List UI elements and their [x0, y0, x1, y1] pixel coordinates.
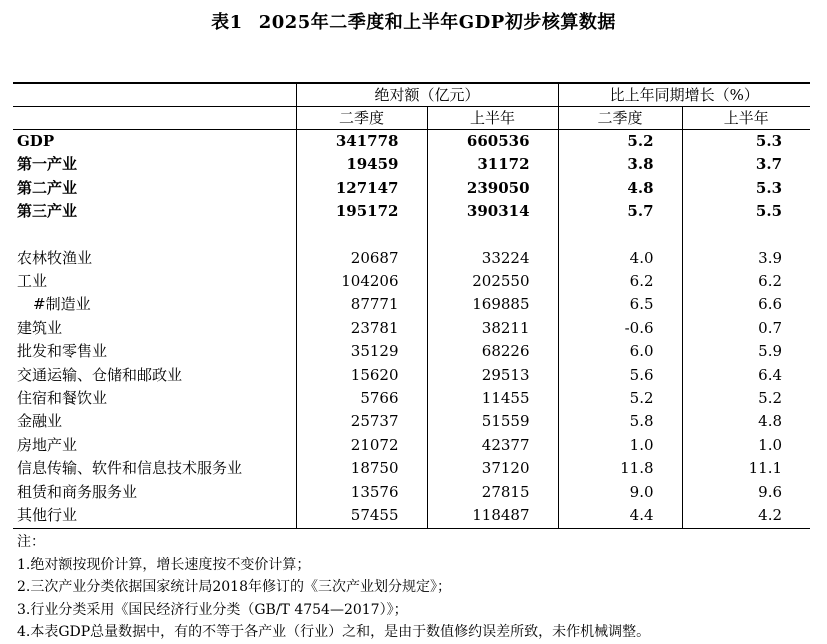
row-label: #制造业	[33, 295, 91, 314]
cell-q2-growth: 4.8	[558, 177, 682, 200]
table-row	[13, 340, 810, 363]
cell-q2-growth: 5.7	[558, 200, 682, 223]
header-growth-rate: 比上年同期增长（%）	[558, 83, 810, 107]
header-q2-growth: 二季度	[558, 107, 682, 130]
table-row	[13, 177, 810, 200]
cell-h1-growth: 3.7	[682, 153, 810, 176]
cell-q2-value: 195172	[296, 200, 427, 223]
spacer-cell	[427, 224, 558, 247]
cell-h1-growth: 6.6	[682, 293, 810, 316]
row-label: GDP	[17, 132, 55, 150]
cell-h1-value: 42377	[427, 434, 558, 457]
cell-h1-growth: 5.9	[682, 340, 810, 363]
cell-h1-growth: 5.3	[682, 130, 810, 154]
cell-q2-growth: -0.6	[558, 317, 682, 340]
table-label: 表1	[211, 12, 243, 33]
header-q2: 二季度	[296, 107, 427, 130]
spacer-row	[13, 224, 810, 247]
cell-h1-value: 202550	[427, 270, 558, 293]
cell-q2-value: 18750	[296, 457, 427, 480]
table-row	[13, 364, 810, 387]
table-row	[13, 130, 810, 154]
cell-h1-growth: 5.5	[682, 200, 810, 223]
cell-q2-value: 127147	[296, 177, 427, 200]
cell-q2-value: 23781	[296, 317, 427, 340]
cell-h1-value: 31172	[427, 153, 558, 176]
note-1: 1.绝对额按现价计算，增长速度按不变价计算；	[17, 556, 311, 573]
table-row	[13, 387, 810, 410]
table-row	[13, 293, 810, 316]
cell-q2-growth: 4.0	[558, 247, 682, 270]
cell-q2-value: 57455	[296, 504, 427, 528]
table-row	[13, 504, 810, 528]
cell-q2-growth: 6.2	[558, 270, 682, 293]
spacer-cell	[558, 224, 682, 247]
notes	[17, 531, 817, 644]
header-h1-growth: 上半年	[682, 107, 810, 130]
cell-q2-value: 13576	[296, 481, 427, 504]
cell-h1-growth: 5.2	[682, 387, 810, 410]
cell-h1-value: 11455	[427, 387, 558, 410]
cell-h1-value: 169885	[427, 293, 558, 316]
cell-q2-value: 104206	[296, 270, 427, 293]
cell-h1-growth: 0.7	[682, 317, 810, 340]
cell-h1-value: 33224	[427, 247, 558, 270]
spacer-cell	[682, 224, 810, 247]
table-row	[13, 270, 810, 293]
cell-q2-growth: 5.2	[558, 387, 682, 410]
cell-h1-growth: 11.1	[682, 457, 810, 480]
row-label: 其他行业	[13, 504, 296, 528]
header-blank	[13, 83, 296, 107]
row-label: 住宿和餐饮业	[17, 389, 108, 408]
header-h1: 上半年	[427, 107, 558, 130]
table-row	[13, 410, 810, 433]
cell-q2-growth: 4.4	[558, 504, 682, 528]
table-row	[13, 457, 810, 480]
cell-h1-value: 29513	[427, 364, 558, 387]
cell-h1-growth: 1.0	[682, 434, 810, 457]
cell-q2-growth: 5.8	[558, 410, 682, 433]
header-blank-2	[13, 107, 296, 130]
row-label: 农林牧渔业	[17, 248, 93, 267]
cell-h1-value: 239050	[427, 177, 558, 200]
row-label: 批发和零售业	[17, 342, 108, 361]
spacer-cell	[13, 224, 296, 247]
row-label: 金融业	[17, 412, 63, 431]
cell-h1-value: 27815	[427, 481, 558, 504]
table-row	[13, 481, 810, 504]
cell-h1-value: 390314	[427, 200, 558, 223]
cell-h1-value: 37120	[427, 457, 558, 480]
row-label: 房地产业	[17, 435, 78, 454]
cell-q2-value: 25737	[296, 410, 427, 433]
cell-h1-growth: 6.2	[682, 270, 810, 293]
row-label: 第二产业	[17, 178, 78, 197]
table-row	[13, 434, 810, 457]
cell-q2-growth: 6.5	[558, 293, 682, 316]
cell-q2-value: 19459	[296, 153, 427, 176]
cell-q2-growth: 5.6	[558, 364, 682, 387]
row-label: 工业	[17, 272, 48, 291]
cell-q2-growth: 3.8	[558, 153, 682, 176]
cell-h1-growth: 6.4	[682, 364, 810, 387]
table-title-text: 2025年二季度和上半年GDP初步核算数据	[258, 12, 616, 33]
table-row	[13, 247, 810, 270]
cell-q2-value: 20687	[296, 247, 427, 270]
cell-q2-value: 341778	[296, 130, 427, 154]
cell-h1-value: 118487	[427, 504, 558, 528]
cell-h1-value: 38211	[427, 317, 558, 340]
gdp-table	[13, 82, 810, 529]
cell-h1-growth: 4.2	[682, 504, 810, 528]
cell-q2-value: 35129	[296, 340, 427, 363]
row-label: 信息传输、软件和信息技术服务业	[17, 459, 243, 478]
table-title	[0, 8, 827, 34]
table-row	[13, 317, 810, 340]
cell-q2-growth: 1.0	[558, 434, 682, 457]
cell-h1-value: 51559	[427, 410, 558, 433]
row-label: 第三产业	[17, 202, 78, 221]
spacer-cell	[296, 224, 427, 247]
cell-q2-growth: 9.0	[558, 481, 682, 504]
note-4: 4.本表GDP总量数据中，有的不等于各产业（行业）之和，是由于数值修约误差所致，未作机械调整。	[17, 624, 651, 640]
cell-h1-growth: 3.9	[682, 247, 810, 270]
note-2: 2.三次产业分类依据国家统计局2018年修订的《三次产业划分规定》；	[17, 579, 451, 595]
cell-q2-value: 15620	[296, 364, 427, 387]
row-label: 租赁和商务服务业	[17, 482, 138, 501]
cell-q2-growth: 5.2	[558, 130, 682, 154]
cell-h1-value: 68226	[427, 340, 558, 363]
row-label: 交通运输、仓储和邮政业	[17, 365, 183, 384]
note-3: 3.行业分类采用《国民经济行业分类（GB/T 4754—2017）》；	[17, 601, 408, 618]
cell-q2-value: 5766	[296, 387, 427, 410]
cell-h1-value: 660536	[427, 130, 558, 154]
cell-h1-growth: 4.8	[682, 410, 810, 433]
cell-q2-value: 87771	[296, 293, 427, 316]
cell-h1-growth: 9.6	[682, 481, 810, 504]
row-label: 第一产业	[17, 155, 78, 174]
cell-q2-growth: 6.0	[558, 340, 682, 363]
table-row	[13, 200, 810, 223]
cell-h1-growth: 5.3	[682, 177, 810, 200]
cell-q2-growth: 11.8	[558, 457, 682, 480]
cell-q2-value: 21072	[296, 434, 427, 457]
note-heading: 注：	[17, 534, 45, 550]
table-row	[13, 153, 810, 176]
row-label: 建筑业	[17, 318, 63, 337]
header-absolute-value: 绝对额（亿元）	[296, 83, 558, 107]
